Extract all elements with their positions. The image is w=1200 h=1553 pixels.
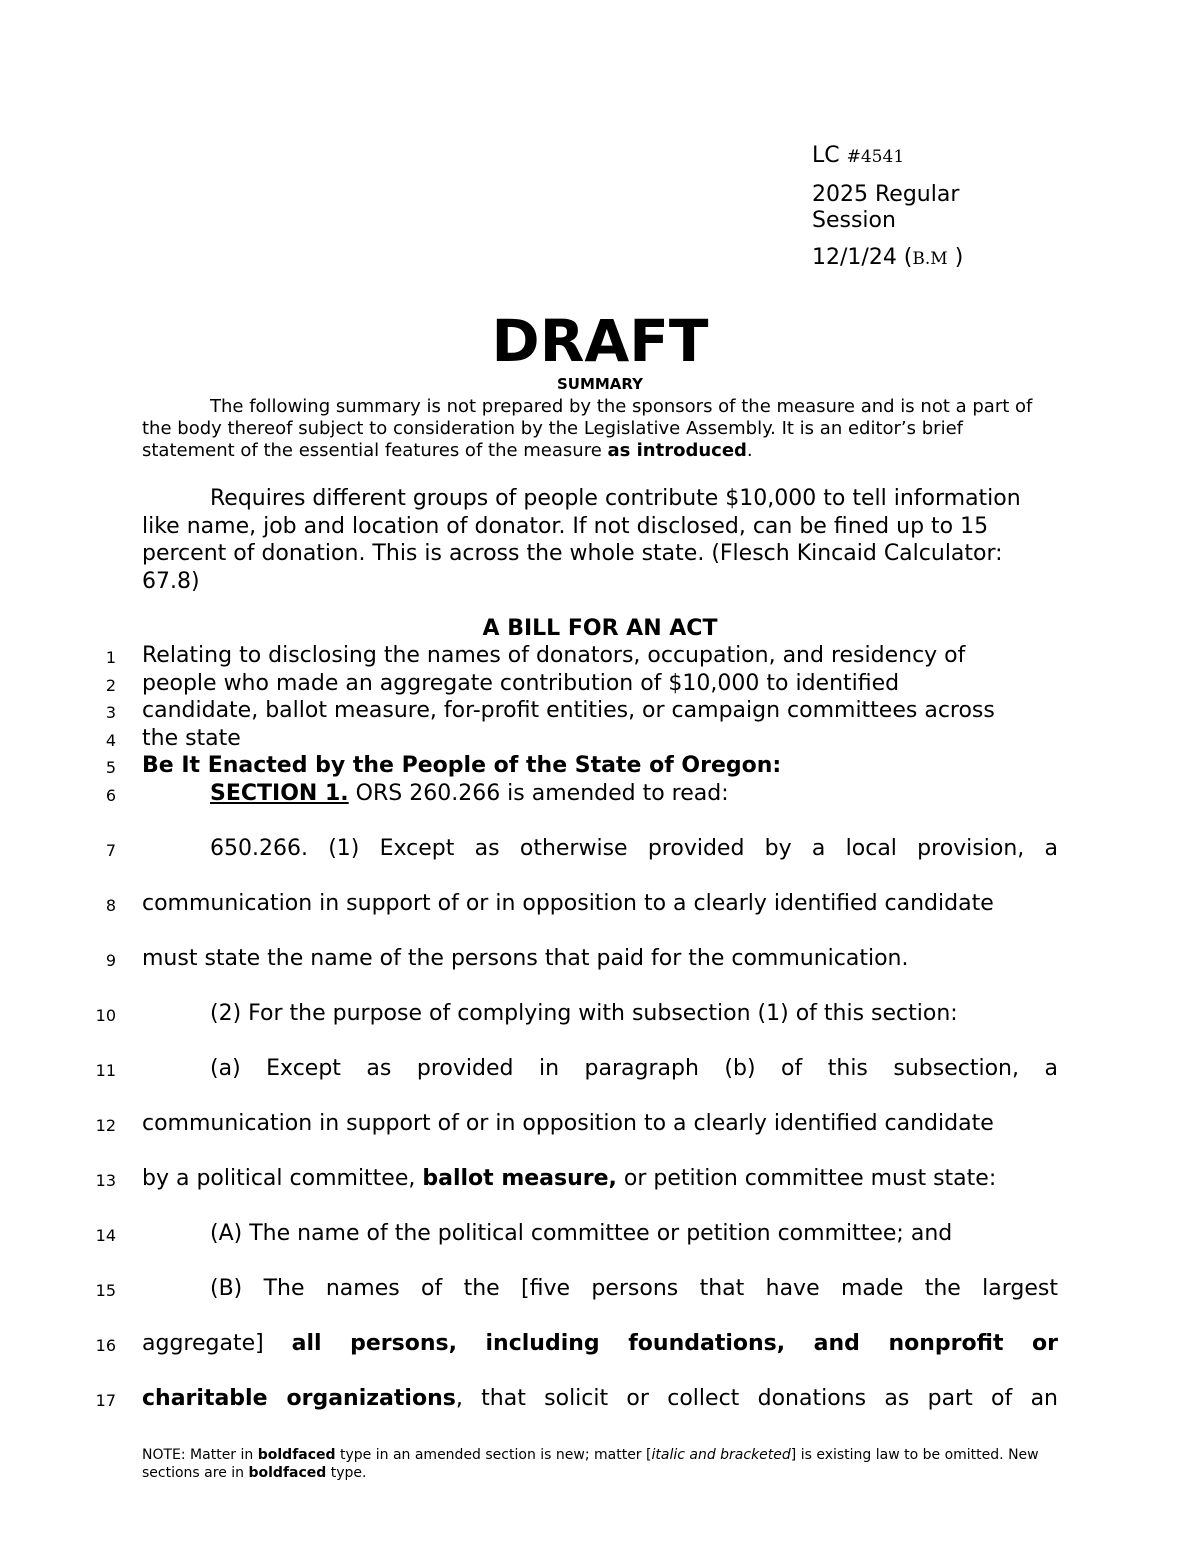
ballot-measure-insert: ballot measure, (422, 1166, 617, 1191)
session-line-2: Session (812, 208, 896, 233)
bill-line-13 (142, 1165, 1058, 1193)
note-bold: boldfaced (248, 1465, 327, 1481)
line-number: 1 (105, 648, 116, 667)
bill-line-13-c: or petition committee must state: (616, 1166, 997, 1191)
line-number: 12 (95, 1116, 116, 1135)
footer-note (142, 1446, 1062, 1482)
summary-description (142, 485, 1062, 595)
bill-line-10-text: (2) For the purpose of complying with subsection (1) of this section: (210, 1001, 958, 1026)
summary-heading: SUMMARY (556, 375, 644, 393)
line-number: 5 (105, 758, 116, 777)
bill-line-8: communication in support of or in opposition to a clearly identified candidate (142, 891, 994, 916)
line-number: 16 (95, 1336, 116, 1355)
bill-line-11 (142, 1055, 1058, 1083)
bill-line-16-bold: all persons, including foundations, and nonprofit or (291, 1331, 1058, 1356)
note-bold: boldfaced (257, 1447, 336, 1463)
note-italic: italic and bracketed (651, 1447, 791, 1463)
bill-line-13-a: by a political committee, (142, 1166, 423, 1191)
lc-label: LC (812, 143, 840, 168)
bill-line-9: must state the name of the persons that paid for the communication. (142, 946, 909, 971)
bill-line-14 (142, 1220, 1058, 1248)
section-1-text: ORS 260.266 is amended to read: (348, 781, 729, 806)
line-number: 3 (105, 703, 116, 722)
session-line-1: 2025 Regular (812, 182, 960, 207)
summary-intro-end: . (746, 440, 753, 461)
bill-line-7-text: 650.266. (1) Except as otherwise provided by a local provision, a (210, 836, 1058, 861)
bill-line-6 (142, 780, 1058, 808)
bill-line-17-bold: charitable organizations (142, 1386, 456, 1411)
note-text: ] is existing law to be omitted. New sections are in (142, 1447, 1039, 1481)
line-number: 14 (95, 1226, 116, 1245)
line-number: 10 (95, 1006, 116, 1025)
bill-line-14-text: (A) The name of the political committee or petition committee; and (210, 1221, 953, 1246)
summary-description-text: Requires different groups of people contribute $10,000 to tell information like name, job and location of donator. If not disclosed, can be fined up to 15 percent of donation. This is across the whole state. (Flesch Kincaid Calculator: 67.8) (142, 486, 1021, 594)
line-number: 8 (105, 896, 116, 915)
bill-line-15-text: (B) The names of the [five persons that have made the largest (210, 1276, 1058, 1301)
bill-line-16-a: aggregate] (142, 1331, 292, 1356)
bill-line-2: people who made an aggregate contribution of $10,000 to identified (142, 671, 900, 696)
line-number: 4 (105, 731, 116, 750)
bill-line-1: Relating to disclosing the names of donators, occupation, and residency of (142, 643, 966, 668)
bill-line-12: communication in support of or in opposition to a clearly identified candidate (142, 1111, 994, 1136)
line-number: 6 (105, 786, 116, 805)
bill-line-3: candidate, ballot measure, for-profit entities, or campaign committees across (142, 698, 995, 723)
enacting-clause (142, 752, 1058, 780)
lc-number: #4541 (846, 147, 905, 167)
summary-intro-text: The following summary is not prepared by the sponsors of the measure and is not a part of the body thereof subject to consideration by the Legislative Assembly. It is an editor’s brief statement of the essential features of the measure (142, 396, 1033, 461)
bill-line-17-b: , that solicit or collect donations as part of an (455, 1386, 1059, 1411)
bill-line-15 (142, 1275, 1058, 1303)
note-text: type. (326, 1465, 367, 1481)
bill-line-10 (142, 1000, 1058, 1028)
line-number: 13 (95, 1171, 116, 1190)
note-text: type in an amended section is new; matter [ (335, 1447, 652, 1463)
note-text: NOTE: Matter in (142, 1447, 258, 1463)
as-introduced: as introduced (607, 440, 747, 461)
draft-date (812, 244, 963, 273)
draft-title: DRAFT (491, 307, 709, 375)
lc-number-line (812, 142, 904, 171)
section-1-label: SECTION 1. (210, 781, 349, 806)
line-number: 15 (95, 1281, 116, 1300)
bill-line-16 (142, 1330, 1058, 1358)
bill-line-7 (142, 835, 1058, 863)
line-number: 17 (95, 1391, 116, 1410)
line-number: 11 (95, 1061, 116, 1080)
bill-heading: A BILL FOR AN ACT (482, 616, 718, 641)
date-close: ) (947, 245, 964, 270)
line-number: 2 (105, 676, 116, 695)
bill-line-17 (142, 1385, 1058, 1413)
line-number: 9 (105, 951, 116, 970)
line-number: 7 (105, 841, 116, 860)
bill-line-11-text: (a) Except as provided in paragraph (b) of this subsection, a (210, 1056, 1058, 1081)
summary-intro (142, 396, 1052, 462)
bill-line-4: the state (142, 726, 241, 751)
date-text: 12/1/24 ( (812, 245, 913, 270)
enacting-clause-text: Be It Enacted by the People of the State of Oregon: (142, 753, 782, 778)
drafter-initials: B.M (912, 249, 948, 269)
